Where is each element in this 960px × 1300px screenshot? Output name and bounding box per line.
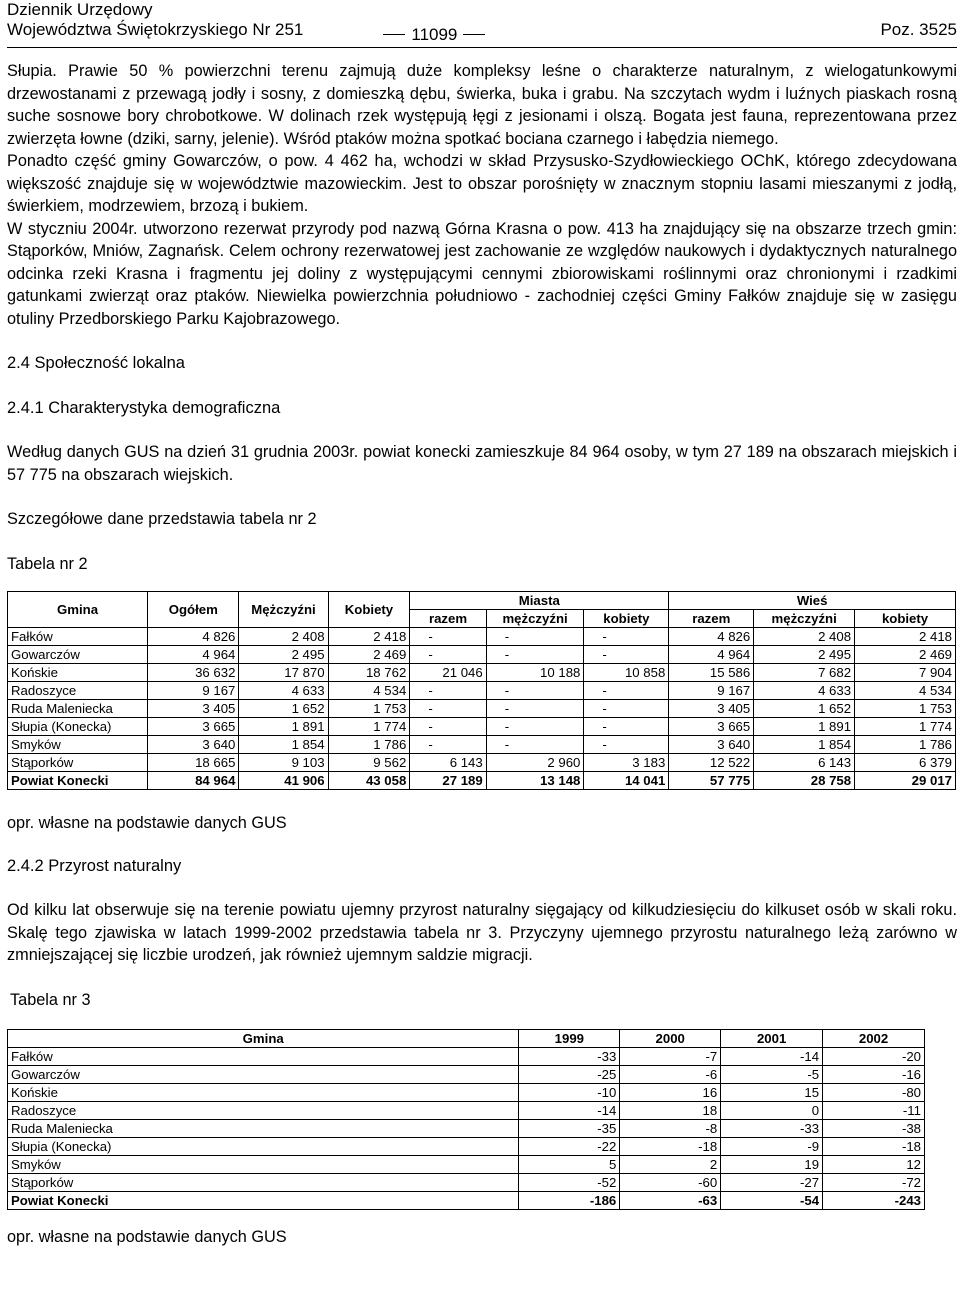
table-row — [8, 718, 956, 736]
paragraph-reserve: W styczniu 2004r. utworzono rezerwat przyrody pod nazwą Górna Krasna o pow. 413 ha znajdujący się na obszarze trzech gmin: Stąporków, Mniów, Zagnańsk. Celem ochrony rezerwatowej jest zachowanie ze względów naukowych i dydaktycznych naturalnego odcinka rzeki Krasna i fragmentu jej doliny z występującymi cennymi zbiorowiskami roślinnymi oraz chronionymi i rzadkimi gatunkami zwierząt oraz ptaków. Niewielka powierzchnia południowo - zachodniej części Gminy Fałków znajduje się w zasięgu otuliny Przedborskiego Parku Kajobrazowego. — [7, 219, 957, 328]
row-gmina-cell: Końskie — [8, 1084, 519, 1102]
row-value-cell: 1 854 — [754, 736, 855, 754]
row-value-cell: 1 786 — [855, 736, 956, 754]
row-value-cell: -22 — [519, 1138, 620, 1156]
row-value-cell: 6 143 — [410, 754, 486, 772]
row-value-cell: 1 854 — [239, 736, 328, 754]
row-value-cell: -14 — [721, 1048, 823, 1066]
row-value-cell: -5 — [721, 1066, 823, 1084]
paragraph-forests: Słupia. Prawie 50 % powierzchni terenu zajmują duże kompleksy leśne o charakterze naturalnym, z wielogatunkowymi drzewostanami z przewagą jodły i sosny, z domieszką dębu, świerka, buka i grabu. Na szczytach wydm i luźnych piaskach rosną suche sosnowe bory chrobotkowe. W dolinach rzek występują łęgi z jesionami i olszą. Bogata jest fauna, reprezentowana przez zwierzęta łowne (dziki, sarny, jelenie). Wśród ptaków można spotkać bociana czarnego i łabędzia niemego. — [7, 62, 957, 148]
table-row — [8, 1066, 925, 1084]
source-note-1: opr. własne na podstawie danych GUS — [7, 814, 287, 832]
table-row — [8, 1120, 925, 1138]
row-value-cell: 2 418 — [855, 628, 956, 646]
row-value-cell: - — [410, 628, 486, 646]
row-value-cell: - — [584, 736, 669, 754]
row-value-cell: 1 753 — [328, 700, 410, 718]
page-number: 11099 — [411, 24, 458, 44]
row-value-cell: - — [410, 736, 486, 754]
row-value-cell: -80 — [823, 1084, 925, 1102]
row-value-cell: 1 652 — [754, 700, 855, 718]
row-value-cell: 9 562 — [328, 754, 410, 772]
row-value-cell: - — [486, 682, 584, 700]
row-value-cell: 2 408 — [754, 628, 855, 646]
row-value-cell: 17 870 — [239, 664, 328, 682]
row-value-cell: 4 633 — [239, 682, 328, 700]
row-value-cell: -16 — [823, 1066, 925, 1084]
row-value-cell: 4 964 — [148, 646, 239, 664]
row-value-cell: 9 103 — [239, 754, 328, 772]
row-value-cell: 16 — [620, 1084, 721, 1102]
row-value-cell: - — [486, 718, 584, 736]
journal-title: Dziennik Urzędowy — [7, 0, 153, 19]
table-row — [8, 736, 956, 754]
row-value-cell: 14 041 — [584, 772, 669, 790]
row-gmina-cell: Smyków — [8, 1156, 519, 1174]
row-value-cell: 7 904 — [855, 664, 956, 682]
row-value-cell: 2 469 — [328, 646, 410, 664]
page-header — [7, 0, 957, 45]
row-value-cell: 10 858 — [584, 664, 669, 682]
sub-wies-mezczyzni: mężczyźni — [754, 610, 855, 628]
col-ogolem: Ogółem — [148, 592, 239, 628]
dash-left — [383, 34, 405, 35]
row-value-cell: 41 906 — [239, 772, 328, 790]
sub-wies-razem: razem — [669, 610, 754, 628]
row-gmina-cell: Fałków — [8, 1048, 519, 1066]
row-value-cell: 15 586 — [669, 664, 754, 682]
row-value-cell: 2 408 — [239, 628, 328, 646]
row-value-cell: - — [486, 736, 584, 754]
row-value-cell: -20 — [823, 1048, 925, 1066]
row-gmina-cell: Gowarczów — [8, 646, 148, 664]
table-row — [8, 646, 956, 664]
paragraph-population: Według danych GUS na dzień 31 grudnia 2003r. powiat konecki zamieszkuje 84 964 osoby, w tym 27 189 na obszarach miejskich i 57 775 na obszarach wiejskich. — [7, 443, 957, 484]
paragraph-ochk: Ponadto część gminy Gowarczów, o pow. 4 462 ha, wchodzi w skład Przysusko-Szydłowieckiego OChK, którego zdecydowana większość znajduje się w województwie mazowieckim. Jest to obszar porośnięty w znacznym stopniu lasami mieszanymi z jodłą, świerkiem, modrzewiem, brzozą i bukiem. — [7, 152, 957, 215]
col-gmina: Gmina — [8, 592, 148, 628]
row-gmina-cell: Powiat Konecki — [8, 772, 148, 790]
table-row — [8, 1156, 925, 1174]
row-value-cell: 6 379 — [855, 754, 956, 772]
row-gmina-cell: Słupia (Konecka) — [8, 1138, 519, 1156]
row-value-cell: 43 058 — [328, 772, 410, 790]
row-value-cell: 3 183 — [584, 754, 669, 772]
sub-miasta-razem: razem — [410, 610, 486, 628]
heading-2-4: 2.4 Społeczność lokalna — [7, 354, 185, 372]
page-number-block — [383, 25, 485, 45]
row-value-cell: -63 — [620, 1192, 721, 1210]
paragraph-natural-growth: Od kilku lat obserwuje się na terenie powiatu ujemny przyrost naturalny sięgający od kilkudziesięciu do kilkuset osób w skali roku. Skalę tego zjawiska w latach 1999-2002 przedstawia tabela nr 3. Przyczyny ujemnego przyrostu naturalnego leżą zarówno w zmniejszającej się liczbie urodzeń, jak również ujemnym saldzie migracji. — [7, 901, 957, 964]
row-value-cell: - — [584, 646, 669, 664]
row-value-cell: 84 964 — [148, 772, 239, 790]
row-value-cell: -60 — [620, 1174, 721, 1192]
table-row — [8, 1174, 925, 1192]
col-miasta: Miasta — [410, 592, 669, 610]
row-value-cell: 4 964 — [669, 646, 754, 664]
row-value-cell: -33 — [519, 1048, 620, 1066]
row-value-cell: -243 — [823, 1192, 925, 1210]
row-gmina-cell: Radoszyce — [8, 682, 148, 700]
table-row — [8, 1048, 925, 1066]
row-value-cell: 1 786 — [328, 736, 410, 754]
row-value-cell: - — [486, 700, 584, 718]
row-value-cell: 3 405 — [148, 700, 239, 718]
row-value-cell: 28 758 — [754, 772, 855, 790]
row-value-cell: 1 891 — [754, 718, 855, 736]
col-2002: 2002 — [823, 1030, 925, 1048]
sub-miasta-kobiety: kobiety — [584, 610, 669, 628]
row-value-cell: -72 — [823, 1174, 925, 1192]
header-rule — [7, 47, 957, 48]
table3-label: Tabela nr 3 — [10, 990, 91, 1009]
row-value-cell: 3 405 — [669, 700, 754, 718]
col-kobiety: Kobiety — [328, 592, 410, 628]
row-value-cell: 2 495 — [754, 646, 855, 664]
row-value-cell: 9 167 — [669, 682, 754, 700]
row-value-cell: 57 775 — [669, 772, 754, 790]
row-value-cell: 2 469 — [855, 646, 956, 664]
table-row — [8, 628, 956, 646]
table-row — [8, 1102, 925, 1120]
row-value-cell: -38 — [823, 1120, 925, 1138]
row-value-cell: 13 148 — [486, 772, 584, 790]
row-value-cell: 27 189 — [410, 772, 486, 790]
row-value-cell: -25 — [519, 1066, 620, 1084]
row-value-cell: - — [410, 700, 486, 718]
row-value-cell: 1 652 — [239, 700, 328, 718]
table-row — [8, 664, 956, 682]
row-value-cell: 18 762 — [328, 664, 410, 682]
row-value-cell: 19 — [721, 1156, 823, 1174]
row-value-cell: -10 — [519, 1084, 620, 1102]
row-value-cell: 1 891 — [239, 718, 328, 736]
document-body — [7, 60, 957, 1249]
row-value-cell: -52 — [519, 1174, 620, 1192]
sub-wies-kobiety: kobiety — [855, 610, 956, 628]
table-row — [8, 754, 956, 772]
heading-2-4-1: 2.4.1 Charakterystyka demograficzna — [7, 398, 281, 417]
row-value-cell: -11 — [823, 1102, 925, 1120]
row-value-cell: 18 — [620, 1102, 721, 1120]
source-note-2: opr. własne na podstawie danych GUS — [7, 1228, 287, 1246]
row-value-cell: 4 534 — [328, 682, 410, 700]
row-value-cell: 3 640 — [148, 736, 239, 754]
row-value-cell: 4 826 — [669, 628, 754, 646]
row-value-cell: -35 — [519, 1120, 620, 1138]
row-value-cell: - — [584, 718, 669, 736]
journal-issue: Województwa Świętokrzyskiego Nr 251 — [7, 20, 304, 39]
col-2001: 2001 — [721, 1030, 823, 1048]
row-gmina-cell: Słupia (Konecka) — [8, 718, 148, 736]
row-value-cell: -27 — [721, 1174, 823, 1192]
heading-2-4-2: 2.4.2 Przyrost naturalny — [7, 856, 182, 875]
row-value-cell: - — [486, 646, 584, 664]
row-value-cell: 0 — [721, 1102, 823, 1120]
row-value-cell: 5 — [519, 1156, 620, 1174]
row-gmina-cell: Ruda Maleniecka — [8, 700, 148, 718]
row-value-cell: 2 — [620, 1156, 721, 1174]
row-value-cell: 3 640 — [669, 736, 754, 754]
row-value-cell: 3 665 — [669, 718, 754, 736]
natural-growth-table — [7, 1029, 925, 1210]
sub-miasta-mezczyzni: mężczyźni — [486, 610, 584, 628]
row-value-cell: 1 774 — [328, 718, 410, 736]
row-value-cell: - — [584, 682, 669, 700]
paragraph-details: Szczegółowe dane przedstawia tabela nr 2 — [7, 510, 317, 528]
row-value-cell: 36 632 — [148, 664, 239, 682]
col-2000: 2000 — [620, 1030, 721, 1048]
row-value-cell: 1 774 — [855, 718, 956, 736]
table-row — [8, 772, 956, 790]
row-value-cell: -186 — [519, 1192, 620, 1210]
row-value-cell: -7 — [620, 1048, 721, 1066]
row-value-cell: 21 046 — [410, 664, 486, 682]
table-row — [8, 1192, 925, 1210]
row-value-cell: 2 960 — [486, 754, 584, 772]
row-value-cell: 4 633 — [754, 682, 855, 700]
row-value-cell: -6 — [620, 1066, 721, 1084]
table-row — [8, 700, 956, 718]
row-gmina-cell: Stąporków — [8, 754, 148, 772]
population-table — [7, 591, 956, 790]
row-value-cell: - — [486, 628, 584, 646]
row-value-cell: 15 — [721, 1084, 823, 1102]
row-value-cell: -18 — [620, 1138, 721, 1156]
row-value-cell: -14 — [519, 1102, 620, 1120]
row-gmina-cell: Końskie — [8, 664, 148, 682]
row-value-cell: -9 — [721, 1138, 823, 1156]
row-value-cell: 2 495 — [239, 646, 328, 664]
row-value-cell: 1 753 — [855, 700, 956, 718]
row-value-cell: -54 — [721, 1192, 823, 1210]
row-value-cell: 18 665 — [148, 754, 239, 772]
row-value-cell: -8 — [620, 1120, 721, 1138]
col-mezczyzni: Mężczyźni — [239, 592, 328, 628]
col-gmina: Gmina — [8, 1030, 519, 1048]
row-gmina-cell: Smyków — [8, 736, 148, 754]
dash-right — [463, 34, 485, 35]
row-value-cell: -18 — [823, 1138, 925, 1156]
row-value-cell: 12 522 — [669, 754, 754, 772]
row-value-cell: 4 826 — [148, 628, 239, 646]
table-row — [8, 682, 956, 700]
table-row — [8, 1084, 925, 1102]
table2-label: Tabela nr 2 — [7, 554, 88, 573]
row-gmina-cell: Stąporków — [8, 1174, 519, 1192]
row-value-cell: 12 — [823, 1156, 925, 1174]
row-value-cell: 4 534 — [855, 682, 956, 700]
row-gmina-cell: Fałków — [8, 628, 148, 646]
row-gmina-cell: Powiat Konecki — [8, 1192, 519, 1210]
row-gmina-cell: Radoszyce — [8, 1102, 519, 1120]
row-value-cell: - — [584, 700, 669, 718]
col-1999: 1999 — [519, 1030, 620, 1048]
position-number: Poz. 3525 — [880, 20, 957, 39]
row-value-cell: - — [410, 646, 486, 664]
row-gmina-cell: Ruda Maleniecka — [8, 1120, 519, 1138]
row-value-cell: - — [584, 628, 669, 646]
row-value-cell: 6 143 — [754, 754, 855, 772]
row-value-cell: 2 418 — [328, 628, 410, 646]
col-wies: Wieś — [669, 592, 956, 610]
row-value-cell: 3 665 — [148, 718, 239, 736]
row-gmina-cell: Gowarczów — [8, 1066, 519, 1084]
row-value-cell: 29 017 — [855, 772, 956, 790]
row-value-cell: - — [410, 682, 486, 700]
row-value-cell: 10 188 — [486, 664, 584, 682]
row-value-cell: 9 167 — [148, 682, 239, 700]
row-value-cell: - — [410, 718, 486, 736]
row-value-cell: 7 682 — [754, 664, 855, 682]
table-row — [8, 1138, 925, 1156]
row-value-cell: -33 — [721, 1120, 823, 1138]
